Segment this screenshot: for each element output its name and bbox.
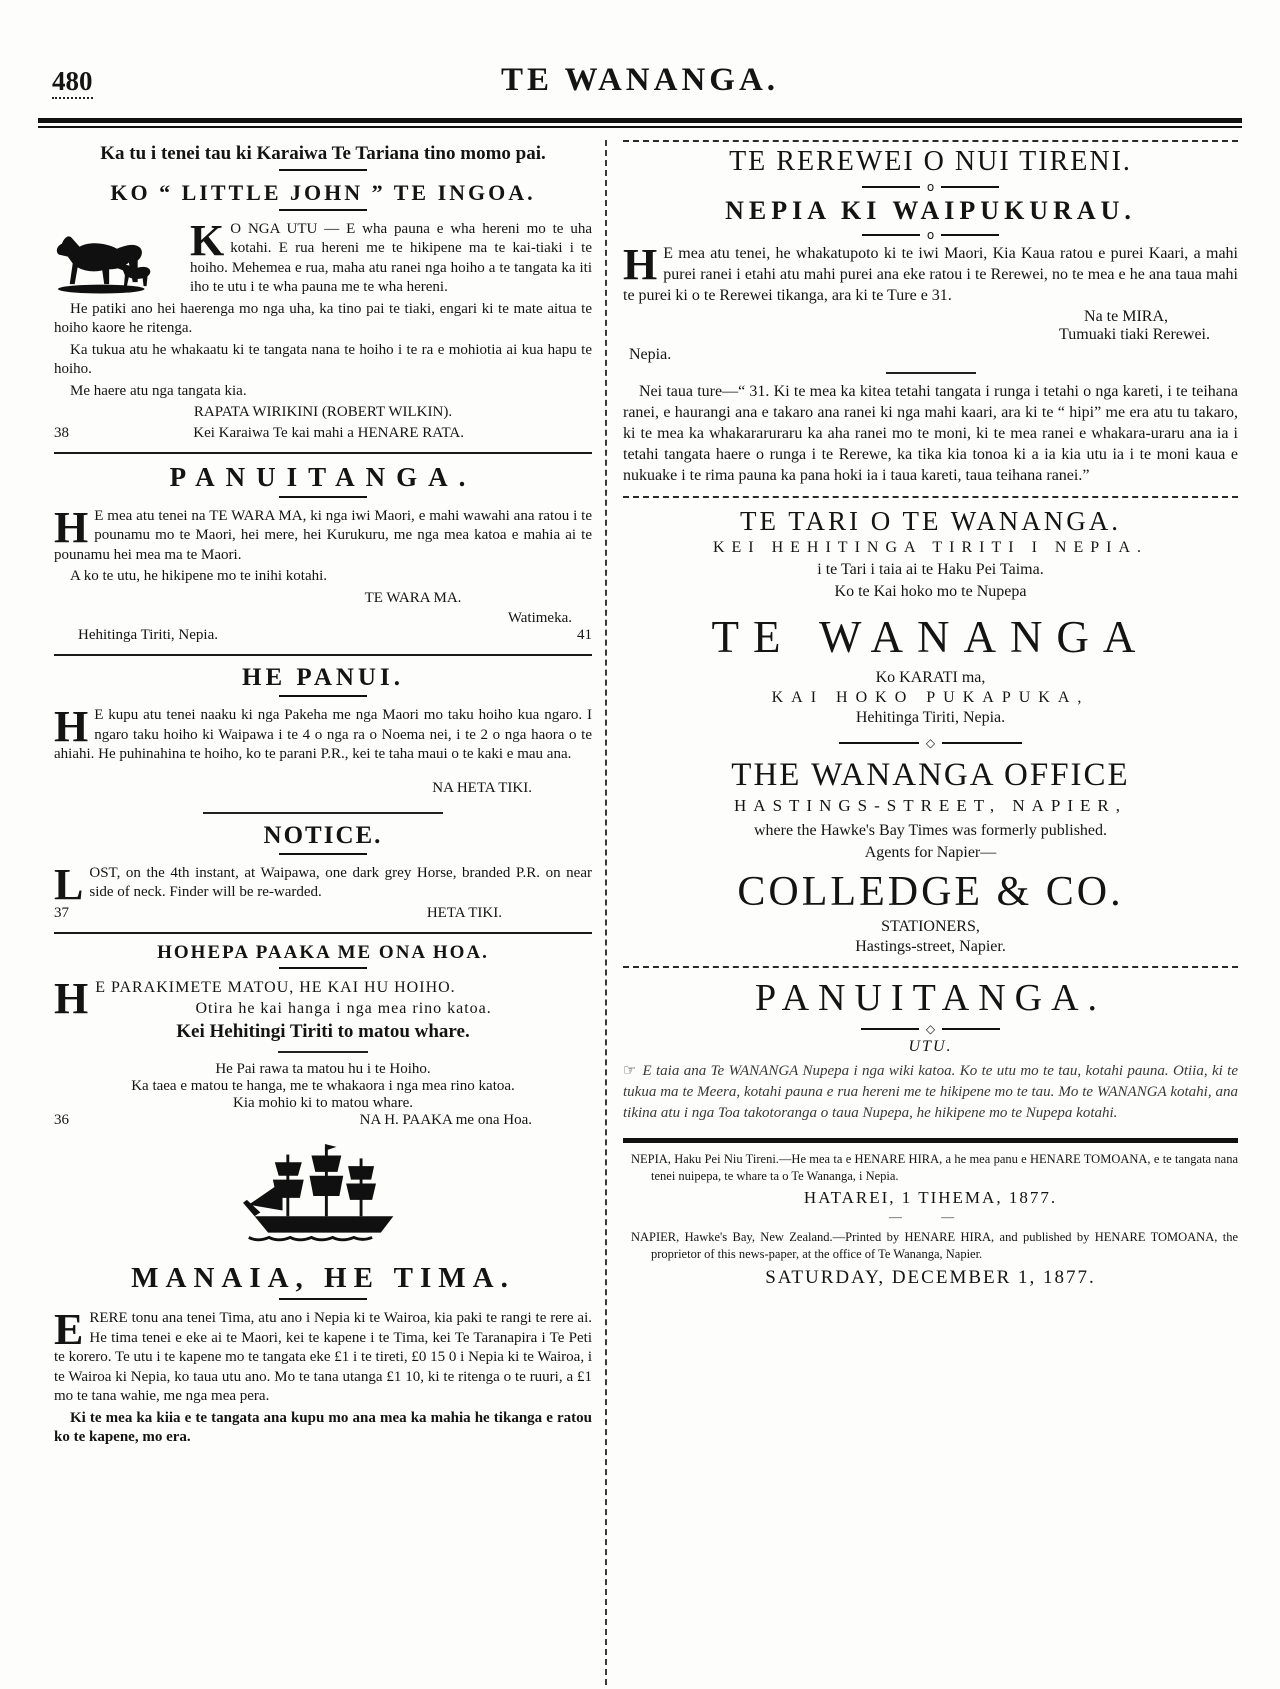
colophon-rule	[623, 1138, 1238, 1143]
ad-notice	[54, 822, 592, 922]
ad-body-paragraph: H E mea atu tenei na TE WARA MA, ki nga iwi Maori, e mahi wawahi ana ratou i te pounamu mo te Maori, hei mere, hei Kurukuru, me nga mea katoa e mahia ai te pounamu hei mea ma te Maori.	[54, 502, 592, 563]
ad-signature: NA HETA TIKI.	[432, 779, 532, 796]
ad-signature: HETA TIKI.	[426, 904, 502, 921]
agent-name-display: COLLEDGE & CO.	[737, 869, 1124, 916]
ad-agent-line: Kei Karaiwa Te kai mahi a HENARE RATA.	[193, 424, 464, 441]
ad-body-line: KAI HOKO PUKAPUKA,	[771, 689, 1090, 707]
ad-wananga-office-english	[623, 757, 1238, 956]
ad-wananga-office-maori	[623, 506, 1238, 749]
divider	[279, 169, 367, 171]
section-rule	[203, 812, 443, 814]
ad-little-john	[54, 142, 592, 442]
section-heading: HOHEPA PAAKA ME ONA HOA.	[157, 941, 489, 963]
ad-heading: Ka tu i tenei tau ki Karaiwa Te Tariana tino momo pai.	[100, 143, 546, 164]
dropcap: H	[54, 973, 90, 1023]
ad-body-paragraph: K O NGA UTU — E wha pauna e wha hereni mo te uha kotahi. E rua hereni me te hikipene ma te kai-tiaki i te hoiho. Mehemea e rua, maha atu ranei nga hoiho a te tangata ka iti iho te utu i te wha pauna me te wha hereni.	[190, 215, 592, 296]
divider	[279, 853, 367, 855]
ad-body-line: STATIONERS,	[881, 918, 980, 936]
ad-body-paragraph: LOST, on the 4th instant, at Waipawa, one dark grey Horse, branded P.R. on near side of neck. Finder will be re-warded.	[54, 859, 592, 909]
section-rule	[54, 452, 592, 454]
page-header	[0, 0, 1280, 110]
subscription-notice: ☞ E taia ana Te WANANGA Nupepa i nga wiki katoa. Ko te utu mo te tau, kotahi pauna. Otiia, ki te tukua ma te Meera, kotahi pauna e rua hereni me te hikipene mo te tau. Mo te WANANGA kotahi, ana tikina atu i nga Toa takotoranga o taua Nupepa, he hikipene mo te Nupepa kotahi.	[623, 1061, 1238, 1122]
section-rule	[54, 654, 592, 656]
section-heading: THE WANANGA OFFICE	[731, 757, 1130, 794]
notice-signature-role: Tumuaki tiaki Rerewei.	[1059, 326, 1210, 344]
diamond-rule	[623, 737, 1238, 749]
pointing-hand-icon: ☞	[623, 1061, 637, 1080]
ad-he-panui	[54, 664, 592, 797]
ad-body-line: Otira he kai hanga i nga mea rino katoa.	[195, 999, 492, 1017]
dropcap: H	[623, 240, 658, 289]
divider	[279, 967, 367, 969]
horse-illustration	[54, 224, 182, 298]
left-column	[54, 140, 592, 1685]
right-column	[623, 140, 1238, 1685]
section-rule	[623, 140, 1238, 142]
ornament-o: o	[926, 180, 935, 194]
ad-body-paragraph: He patiki ano hei haerenga mo nga uha, ka tino pai te tiaki, engari ki te mate aitua te hoiho kaore he ritenga.	[54, 300, 592, 337]
ornament-rule	[623, 181, 1238, 193]
ship-illustration	[54, 1143, 592, 1254]
dropcap: H	[54, 502, 89, 552]
section-rule	[623, 496, 1238, 498]
ad-body-paragraph: Ka tukua atu he whakaatu ki te tangata nana te hoiho i te ra e mohiotia ai kua hapu te hoiho.	[54, 341, 592, 378]
dropcap: K	[190, 215, 225, 265]
notice-signature: Na te MIRA,	[1084, 308, 1168, 326]
dropcap: E	[54, 1305, 84, 1355]
column-divider	[605, 140, 607, 1685]
ad-address-line: KEI HEHITINGA TIRITI I NEPIA.	[712, 539, 1149, 557]
ad-body-paragraph: ERERE tonu ana tenei Tima, atu ano i Nepia ki te Wairoa, kia paki te rangi te rere ai. He tima tenei e eke ai te Maori, kei te kapene i te Tima, kei Te Taranapira i Te Peti te korero. Te utu i te kapene mo te tangata eke £1 i te tireti, £0 15 0 i Nepia ki te Wairoa, i te Wairoa ki Nepia, ko taua utu ano. Mo te tana utanga £1 10, ki te ritenga o te ruuri, a £1 mo te tana wahie, me nga mea pera.	[54, 1305, 592, 1405]
ornament-o: o	[926, 228, 935, 242]
ad-body-line: i te Tari i taia ai te Haku Pei Taima.	[817, 561, 1044, 579]
columns	[0, 128, 1280, 1685]
masthead-title: TE WANANGA.	[500, 62, 780, 98]
colophon-english: NAPIER, Hawke's Bay, New Zealand.—Printed by HENARE HIRA, and published by HENARE TOMOANA, the proprietor of this news-paper, at the office of Te Wananga, Napier.	[631, 1230, 1238, 1261]
section-heading: NOTICE.	[263, 821, 383, 849]
ad-body-paragraph: H E PARAKIMETE MATOU, HE KAI HU HOIHO. Otira he kai hanga i nga mea rino katoa.	[54, 978, 592, 1020]
ad-signature: TE WARA MA.	[364, 589, 462, 606]
ad-reference-line	[54, 425, 592, 442]
colophon-english-date: SATURDAY, DECEMBER 1, 1877.	[765, 1266, 1096, 1288]
ad-ref-number: 36	[54, 1112, 69, 1129]
section-heading: PANUITANGA.	[169, 461, 477, 492]
divider	[279, 1298, 367, 1300]
ad-reference-line	[54, 1112, 592, 1129]
ad-body-line: Ko KARATI ma,	[875, 669, 986, 687]
ad-ref-number: 38	[54, 424, 69, 441]
ad-address-line: Hastings-street, Napier.	[855, 938, 1006, 956]
dropcap: L	[54, 859, 84, 909]
ad-body-line: Agents for Napier—	[864, 844, 997, 862]
notice-body-paragraph: H E mea atu tenei, he whakatupoto ki te iwi Maori, Kia Kaua ratou e purei Kaari, a mahi purei ranei i etahi atu mahi purei ana eke ratou i te Rerewei, no te mea e he ana taua mahi te purei ki o te Rerewei tikanga, ara ki te Ture e 31.	[623, 240, 1238, 304]
ad-ref-number: 37	[54, 904, 69, 921]
ad-ref-number: 41	[577, 627, 592, 644]
section-heading: TE TARI O TE WANANGA.	[739, 506, 1122, 537]
notice-rerewei	[623, 146, 1238, 486]
ad-hohepa-paaka	[54, 942, 592, 1130]
section-heading: TE REREWEI O NUI TIRENI.	[729, 146, 1132, 177]
ad-body-line: Ka taea e matou te hanga, me te whakaora i nga mea rino katoa.	[131, 1078, 515, 1095]
divider: — —	[888, 1209, 973, 1225]
divider	[279, 695, 367, 697]
section-heading: PANUITANGA.	[754, 977, 1107, 1020]
price-heading: UTU.	[908, 1038, 953, 1056]
ad-body-line: where the Hawke's Bay Times was formerly published.	[753, 822, 1108, 840]
ad-body-paragraph: Me haere atu nga tangata kia.	[70, 382, 247, 399]
ad-body-paragraph: H E kupu atu tenei naaku ki nga Pakeha me nga Maori mo taku hoiho kua ngaro. I ngaro taku hoiho ki Waipawa i te 4 o nga ra o Noema nei, i te 2 o nga haora o te ahiahi. He puhinahina te hoiho, ko te parani P.R., kei te taha maui o te kaki e mau ana.	[54, 702, 592, 763]
notice-place: Nepia.	[629, 346, 672, 364]
ad-body-line: Kia mohio ki to matou whare.	[233, 1095, 413, 1112]
ad-subheading: KO “ LITTLE JOHN ” TE INGOA.	[110, 179, 536, 205]
divider	[886, 372, 976, 374]
notice-law-paragraph: Nei taua ture—“ 31. Ki te mea ka kitea tetahi tangata i runga i tetahi o nga kareti, i te teihana ranei, e haurangi ana e takaro ana ranei ki nga mahi kaari, ara ki te “ hipi” me era atu tu takaro, ki te mea ka whakararuraru ka aha ranei mo te moni, ki te mea ranei e whakara-uraru ana ia i tetahi tangata haere o runga i te Rerewe, ka tika kia tonoa ki a ia kia utu ia i te moni kaua e nukuake i te rima pauna ka pana hoki ia i taua kareti, taua teihana ranei.”	[623, 383, 1238, 484]
section-heading: MANAIA, HE TIMA.	[131, 1262, 515, 1295]
ad-panuitanga-right	[623, 976, 1238, 1124]
ad-body-line: He Pai rawa ta matou hu i te Hoiho.	[215, 1061, 431, 1078]
section-rule	[623, 966, 1238, 968]
ad-reference-line	[54, 905, 592, 922]
ad-address-line: Kei Hehitingi Tiriti to matou whare.	[176, 1021, 470, 1043]
ad-body-paragraph: A ko te utu, he hikipene mo te inihi kotahi.	[70, 568, 328, 585]
ad-address: Hehitinga Tiriti, Nepia.	[78, 627, 218, 644]
ornament-diamond: ◇	[925, 1022, 936, 1037]
dropcap: H	[54, 702, 89, 752]
colophon	[623, 1151, 1238, 1289]
newspaper-title-display: TE WANANGA	[711, 612, 1150, 663]
ornament-diamond: ◇	[925, 736, 936, 751]
page-number: 480	[52, 66, 93, 99]
ornament-rule	[623, 1023, 1238, 1035]
masthead-rule	[38, 118, 1242, 128]
section-subheading: NEPIA KI WAIPUKURAU.	[725, 196, 1136, 225]
ad-signature-role: Watimeka.	[507, 610, 572, 627]
section-rule	[54, 932, 592, 934]
ad-signature: RAPATA WIRIKINI (ROBERT WILKIN).	[193, 404, 453, 421]
ad-signature: NA H. PAAKA me ona Hoa.	[359, 1112, 532, 1129]
ad-panuitanga-left	[54, 462, 592, 645]
ad-body-line: Ko te Kai hoko mo te Nupepa	[834, 583, 1027, 601]
divider	[278, 1051, 368, 1053]
divider	[279, 496, 367, 498]
ornament-rule	[623, 229, 1238, 241]
section-heading: HE PANUI.	[242, 664, 404, 692]
ad-body-paragraph: Ki te mea ka kiia e te tangata ana kupu mo ana mea ka mahia he tikanga e ratou ko te kapene, mo era.	[54, 1409, 592, 1446]
divider	[279, 209, 367, 211]
colophon-maori-date: HATAREI, 1 TIHEMA, 1877.	[803, 1188, 1058, 1208]
ad-address-line: Hehitinga Tiriti, Nepia.	[855, 709, 1006, 727]
ad-reference-line	[54, 627, 592, 644]
colophon-maori: NEPIA, Haku Pei Niu Tireni.—He mea ta e HENARE HIRA, a he mea panu e HENARE TOMOANA, e te tangata nana tenei nuipepa, te whare ta o Te Wananga, i Nepia.	[631, 1152, 1238, 1184]
ad-manaia	[54, 1143, 592, 1448]
ad-address-line: HASTINGS-STREET, NAPIER,	[734, 796, 1127, 816]
